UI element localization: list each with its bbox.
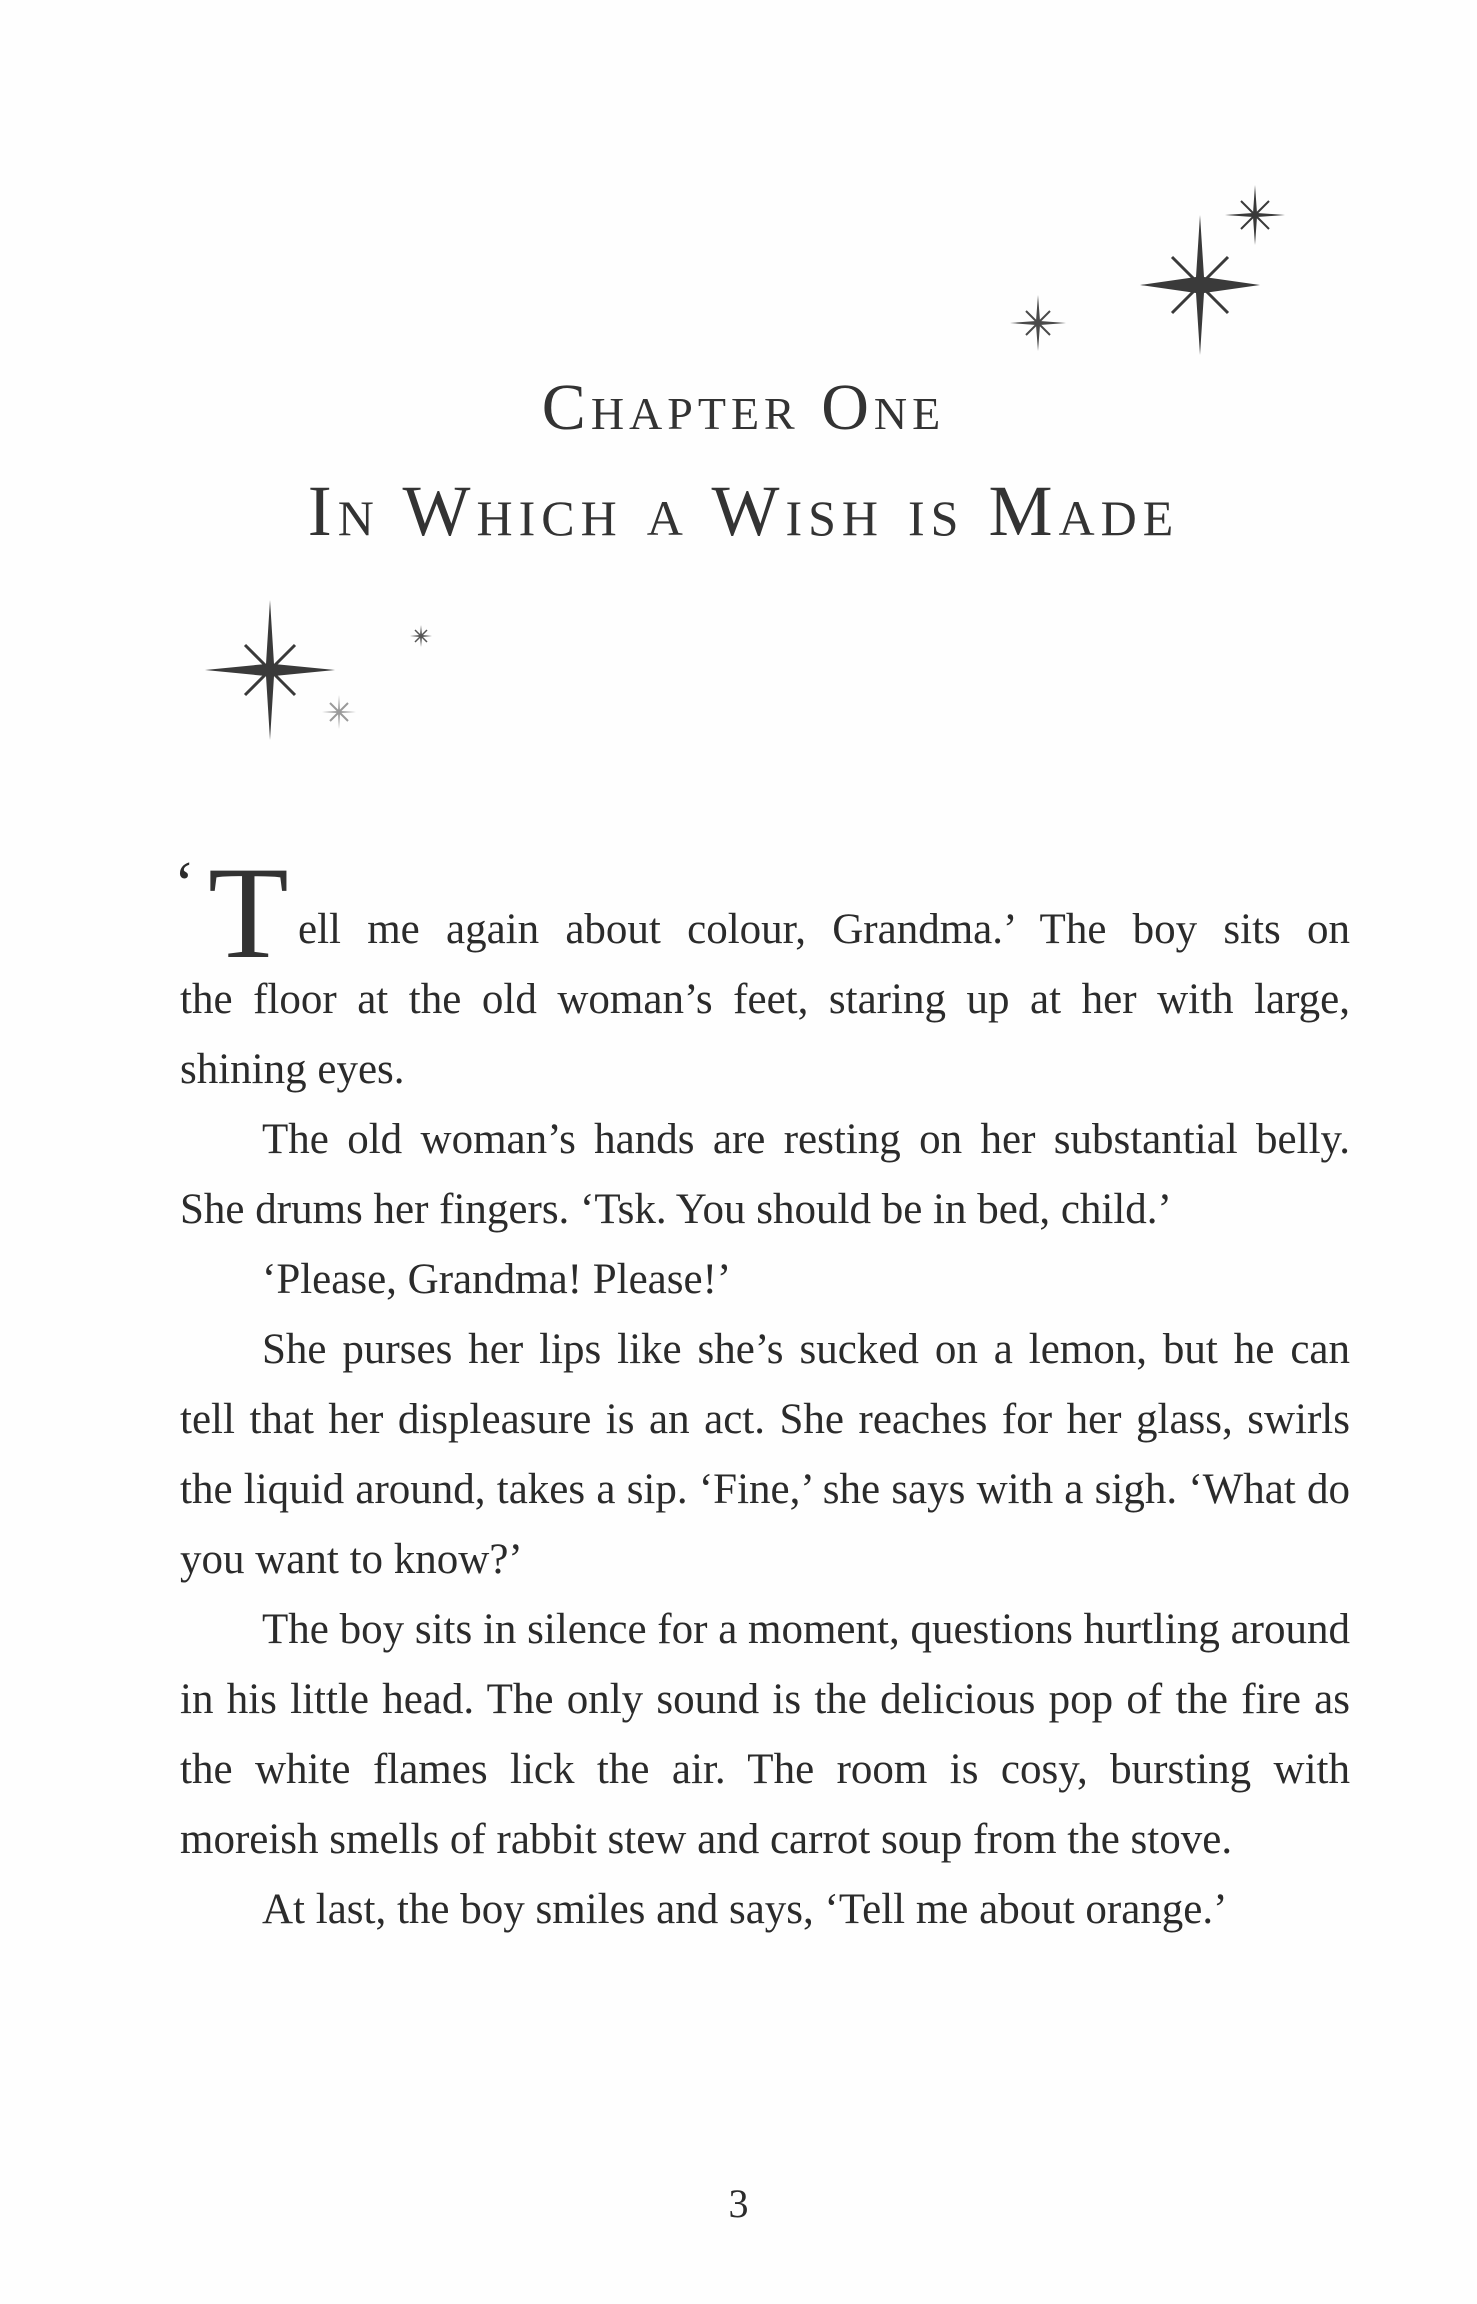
drop-cap: T: [208, 839, 289, 986]
paragraph: The old woman’s hands are resting on her substantial belly. She drums her fingers. ‘Tsk. You should be in bed, child.’: [180, 1116, 1350, 1233]
first-line-text: ell me again about colour, Grandma.’ The boy sits on: [298, 906, 1350, 953]
paragraph: She purses her lips like she’s sucked on a lemon, but he can tell that her displeasure is an act. She reaches for her glass, swirls the liquid around, takes a sip. ‘Fine,’ she says with a sigh. ‘What do you want to know?’: [180, 1326, 1350, 1583]
first-line: [174, 839, 1350, 986]
sparkle-icon-large-left: [205, 600, 335, 740]
chapter-number: Chapter One: [541, 371, 946, 444]
sparkle-icon-small-top-left: [1010, 295, 1066, 351]
sparkle-icon-small-top-right: [1225, 185, 1285, 245]
opening-quote-mark: ‘: [174, 850, 195, 918]
opening-paragraph-rest: the floor at the old woman’s feet, staring up at her with large, shining eyes.: [180, 976, 1350, 1093]
chapter-heading: [0, 368, 1477, 556]
paragraph: At last, the boy smiles and says, ‘Tell me about orange.’: [262, 1886, 1228, 1933]
paragraph: ‘Please, Grandma! Please!’: [262, 1256, 732, 1303]
paragraph: The boy sits in silence for a moment, questions hurtling around in his little head. The only sound is the delicious pop of the fire as the white flames lick the air. The room is cosy, bursting with moreish smells of rabbit stew and carrot soup from the stove.: [180, 1606, 1350, 1863]
sparkle-icon-tiny-left: [410, 625, 432, 647]
page-number: 3: [728, 2181, 749, 2226]
sparkle-icon-faint-left: [322, 695, 356, 729]
chapter-body: [174, 839, 1350, 1945]
chapter-title: In Which a Wish is Made: [307, 471, 1180, 551]
paragraph-opening: [174, 839, 1350, 1105]
